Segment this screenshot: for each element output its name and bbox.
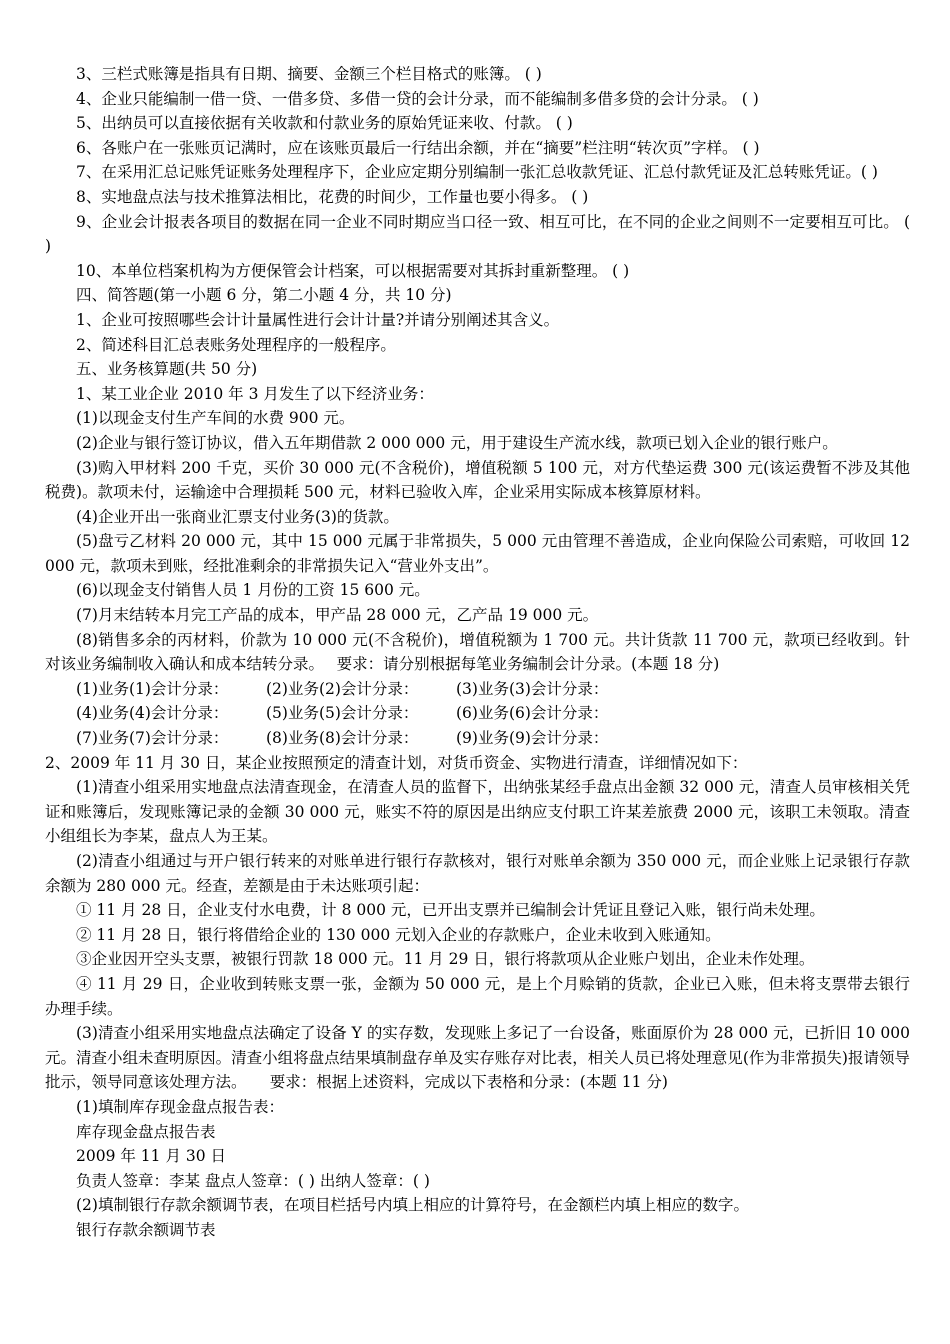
- cash-report-title: 库存现金盘点报告表: [76, 1122, 216, 1141]
- entries-row: [45, 701, 910, 726]
- tf-item-6: 6、各账户在一张账页记满时，应在该账页最后一行结出余额，并在“摘要”栏注明“转次页”字样。 ( ): [76, 138, 760, 157]
- problem1-item: (1)以现金支付生产车间的水费 900 元。: [76, 409, 355, 428]
- problem1-item: (6)以现金支付销售人员 1 月份的工资 15 600 元。: [76, 581, 430, 600]
- problem2-item-3: (3)清查小组采用实地盘点法确定了设备 Y 的实存数，发现账上多记了一台设备，账面原价为 28 000 元，已折旧 10 000 元。清查小组未查明原因。清查小组将盘点结果填制盘存单及实存账存对比表，相关人员已将处理意见(作为非常损失)报请领导批示，领导同意该处理方法。 要求：根据上述资料，完成以下表格和分录：(本题 11 分): [45, 1024, 910, 1092]
- section4-question-1: 1、企业可按照哪些会计计量属性进行会计计量?并请分别阐述其含义。: [76, 310, 560, 329]
- section4-title: 四、简答题(第一小题 6 分，第二小题 4 分，共 10 分): [76, 286, 452, 305]
- entry-label: (9)业务(9)会计分录：: [456, 729, 609, 748]
- entry-label: (4)业务(4)会计分录：: [76, 704, 229, 723]
- entry-label: (1)业务(1)会计分录：: [76, 679, 229, 698]
- unrecorded-item: ① 11 月 28 日，企业支付水电费，计 8 000 元，已开出支票并已编制会计凭证且登记入账，银行尚未处理。: [76, 901, 825, 920]
- entry-label: (8)业务(8)会计分录：: [266, 729, 419, 748]
- problem1-item: (2)企业与银行签订协议，借入五年期借款 2 000 000 元，用于建设生产流水线，款项已划入企业的银行账户。: [76, 433, 838, 452]
- problem2-item-2: (2)清查小组通过与开户银行转来的对账单进行银行存款核对，银行对账单余额为 350 000 元，而企业账上记录银行存款余额为 280 000 元。经查，差额是由于未达账项引起：: [45, 852, 910, 895]
- requirement-2: (2)填制银行存款余额调节表，在项目栏括号内填上相应的计算符号，在金额栏内填上相应的数字。: [76, 1196, 749, 1215]
- tf-item-7: 7、在采用汇总记账凭证账务处理程序下，企业应定期分别编制一张汇总收款凭证、汇总付款凭证及汇总转账凭证。( ): [76, 163, 878, 182]
- tf-item-3: 3、三栏式账簿是指具有日期、摘要、金额三个栏目格式的账簿。 ( ): [76, 65, 542, 83]
- problem1-item: (4)企业开出一张商业汇票支付业务(3)的货款。: [76, 507, 399, 526]
- bank-reconciliation-title: 银行存款余额调节表: [76, 1220, 216, 1239]
- entry-label: (2)业务(2)会计分录：: [266, 679, 419, 698]
- problem1-item: (7)月末结转本月完工产品的成本，甲产品 28 000 元，乙产品 19 000 元。: [76, 606, 599, 625]
- problem2-item-1: (1)清查小组采用实地盘点法清查现金，在清查人员的监督下，出纳张某经手盘点出金额 32 000 元，清查人员审核相关凭证和账簿后，发现账簿记录的金额 30 000 元，账实不符的原因是出纳应支付职工许某差旅费 2000 元，该职工未领取。清查小组组长为李某，盘点人为王某。: [45, 778, 910, 846]
- cash-report-date: 2009 年 11 月 30 日: [76, 1147, 227, 1166]
- cash-report-signatures: 负责人签章：李某 盘点人签章：( ) 出纳人签章：( ): [76, 1171, 430, 1190]
- tf-item-4: 4、企业只能编制一借一贷、一借多贷、多借一贷的会计分录，而不能编制多借多贷的会计分录。 ( ): [76, 89, 759, 108]
- unrecorded-item: ③企业因开空头支票，被银行罚款 18 000 元。11 月 29 日，银行将款项从企业账户划出，企业未作处理。: [76, 950, 815, 969]
- entry-label: (6)业务(6)会计分录：: [456, 704, 609, 723]
- entry-label: (3)业务(3)会计分录：: [456, 679, 609, 698]
- problem1-item: (8)销售多余的丙材料，价款为 10 000 元(不含税价)，增值税额为 1 700 元。共计货款 11 700 元，款项已经收到。针对该业务编制收入确认和成本结转分录。 要求：请分别根据每笔业务编制会计分录。(本题 18 分): [45, 630, 910, 674]
- problem1-intro: 1、某工业企业 2010 年 3 月发生了以下经济业务：: [76, 384, 434, 403]
- unrecorded-item: ④ 11 月 29 日，企业收到转账支票一张，金额为 50 000 元，是上个月赊销的货款，企业已入账，但未将支票带去银行办理手续。: [45, 974, 910, 1018]
- tf-item-9: 9、企业会计报表各项目的数据在同一企业不同时期应当口径一致、相互可比，在不同的企业之间则不一定要相互可比。 ( ): [45, 212, 910, 256]
- problem1-item: (5)盘亏乙材料 20 000 元，其中 15 000 元属于非常损失，5 000 元由管理不善造成，企业向保险公司索赔，可收回 12 000 元，款项未到账，经批准剩余的非常损失记入“营业外支出”。: [45, 532, 910, 575]
- tf-item-8: 8、实地盘点法与技术推算法相比，花费的时间少，工作量也要小得多。 ( ): [76, 187, 589, 206]
- entry-label: (5)业务(5)会计分录：: [266, 704, 419, 723]
- entries-row: [45, 726, 910, 751]
- section5-title: 五、业务核算题(共 50 分): [76, 360, 258, 379]
- tf-item-10: 10、本单位档案机构为方便保管会计档案，可以根据需要对其拆封重新整理。 ( ): [76, 261, 630, 280]
- problem2-intro: 2、2009 年 11 月 30 日，某企业按照预定的清查计划，对货币资金、实物进行清查，详细情况如下：: [45, 753, 748, 772]
- entry-label: (7)业务(7)会计分录：: [76, 729, 229, 748]
- section4-question-2: 2、简述科目汇总表账务处理程序的一般程序。: [76, 335, 396, 354]
- entries-row: [45, 677, 910, 702]
- tf-item-5: 5、出纳员可以直接依据有关收款和付款业务的原始凭证来收、付款。 ( ): [76, 114, 573, 133]
- requirement-1: (1)填制库存现金盘点报告表：: [76, 1097, 284, 1116]
- problem1-item: (3)购入甲材料 200 千克，买价 30 000 元(不含税价)，增值税额 5 100 元，对方代垫运费 300 元(该运费暂不涉及其他税费)。款项未付，运输途中合理损耗 500 元，材料已验收入库，企业采用实际成本核算原材料。: [45, 458, 910, 502]
- unrecorded-item: ② 11 月 28 日，银行将借给企业的 130 000 元划入企业的存款账户，企业未收到入账通知。: [76, 925, 721, 944]
